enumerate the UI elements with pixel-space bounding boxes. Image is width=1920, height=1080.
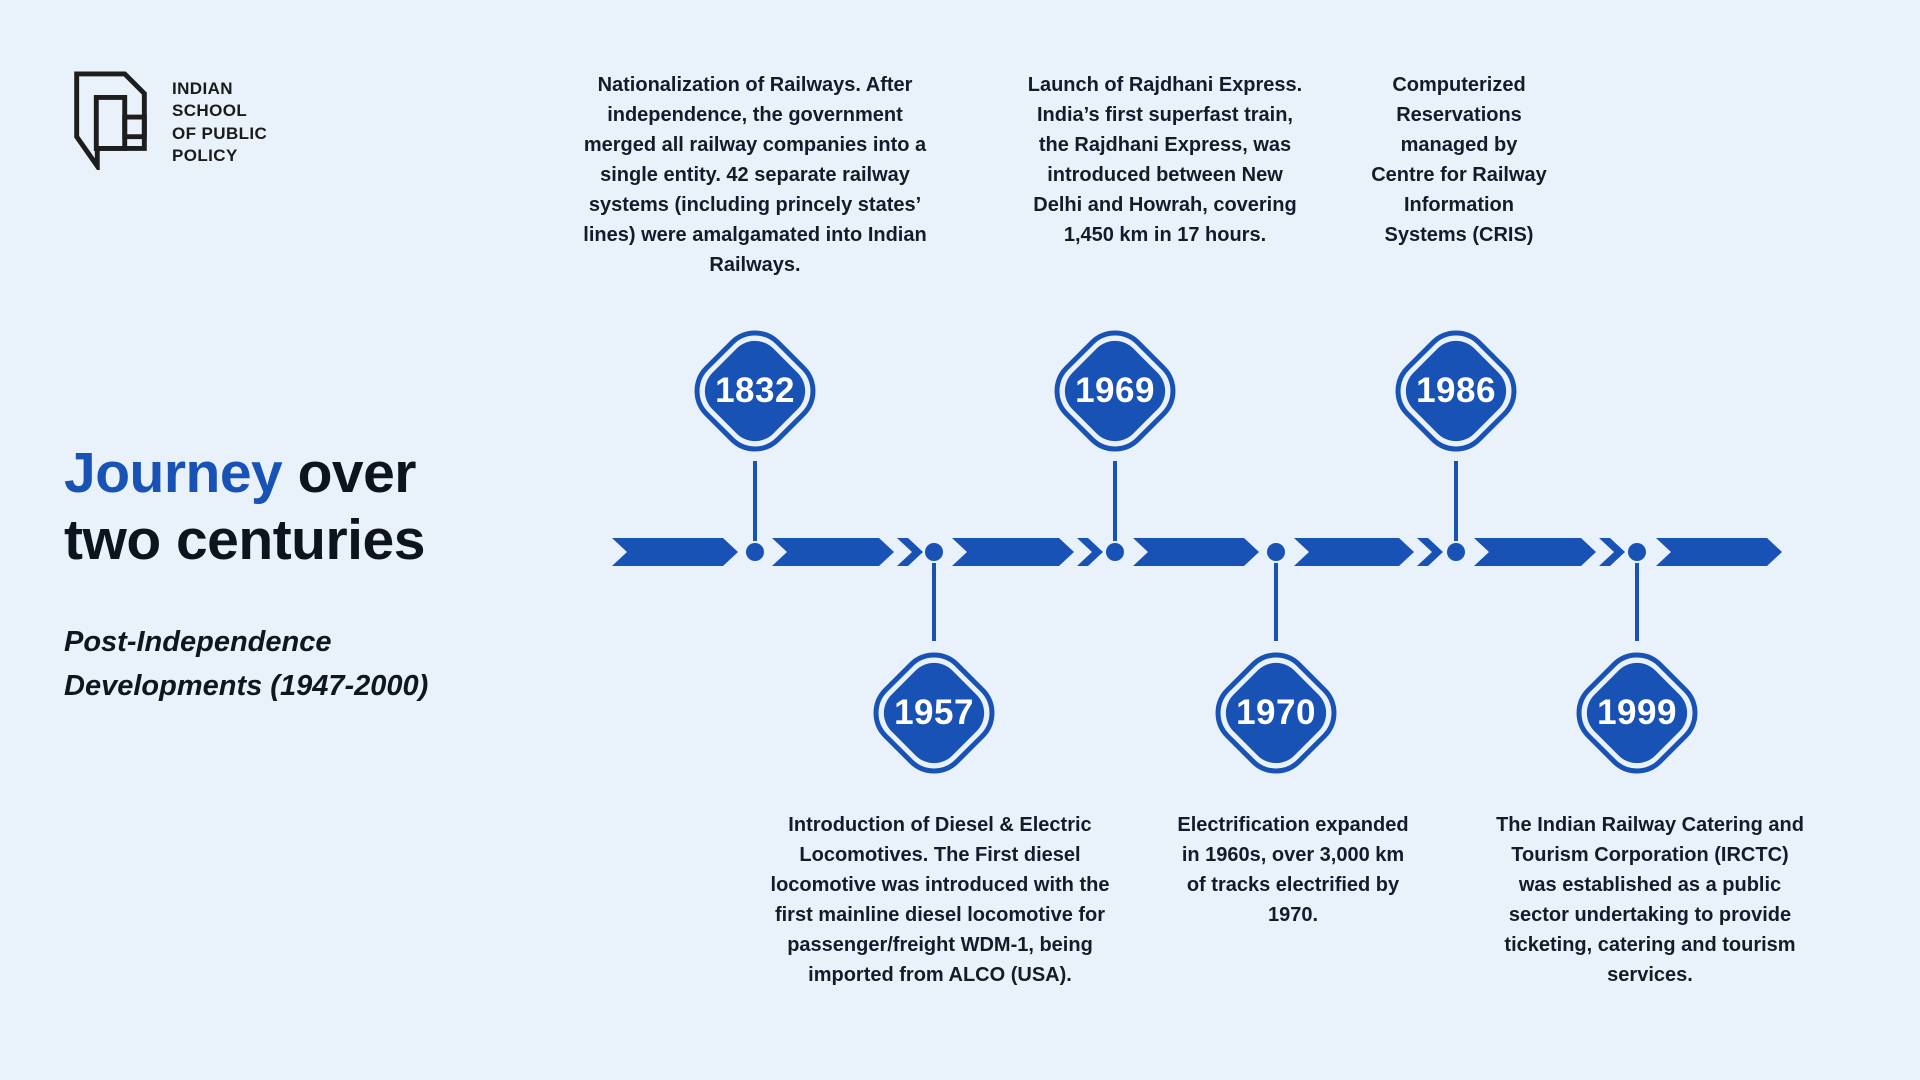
logo-line: POLICY: [172, 146, 238, 166]
milestone-marker: [1376, 311, 1536, 471]
ispp-logo: [72, 70, 267, 170]
milestone-marker: [1196, 633, 1356, 793]
timeline-segment: [1656, 538, 1782, 566]
ispp-logo-mark-icon: [72, 70, 150, 170]
chevron-right-icon: [1417, 538, 1443, 566]
timeline-dot: [925, 543, 943, 561]
timeline-segment: [1133, 538, 1259, 566]
timeline-segment: [1474, 538, 1596, 566]
milestone-marker: [1557, 633, 1717, 793]
milestone-description: Introduction of Diesel & Electric Locomotives. The First diesel locomotive was introduced with the first mainline diesel locomotive for passenger/freight WDM-1, being imported from ALCO (USA).: [770, 814, 1110, 986]
milestone-stem: [1113, 461, 1117, 541]
milestone-stem: [753, 461, 757, 541]
timeline-segment: [772, 538, 894, 566]
timeline-dot: [1267, 543, 1285, 561]
subtitle-line1: Post-Independence: [64, 626, 332, 658]
title-line2: two centuries: [64, 507, 425, 572]
timeline-dot: [1447, 543, 1465, 561]
logo-line: OF PUBLIC: [172, 123, 268, 143]
page-title: [64, 440, 425, 573]
milestone-stem: [1274, 563, 1278, 641]
subtitle-line2: Developments (1947-2000): [64, 670, 429, 703]
milestone-year: 1970: [1236, 693, 1316, 732]
chevron-right-icon: [1077, 538, 1103, 566]
milestone-marker: [1035, 311, 1195, 471]
timeline-segment: [612, 538, 738, 566]
milestone-year: 1986: [1416, 371, 1496, 410]
milestone-stem: [1635, 563, 1639, 641]
timeline-dot: [746, 543, 764, 561]
milestone-description: Computerized Reservations managed by Centre for Railway Information Systems (CRIS): [1371, 74, 1547, 246]
milestone-marker: [675, 311, 835, 471]
milestone-description: Nationalization of Railways. After independence, the government merged all railway companies into a single entity. 42 separate railway systems (including princely states’ lines) were amalgamated into Indian Railways.: [583, 74, 927, 276]
milestone-description: Launch of Rajdhani Express. India’s first superfast train, the Rajdhani Express, was introduced between New Delhi and Howrah, covering 1,450 km in 17 hours.: [1027, 74, 1303, 246]
logo-line: SCHOOL: [172, 101, 248, 121]
logo-line: INDIAN: [172, 79, 233, 98]
timeline-dot: [1106, 543, 1124, 561]
title-highlight: Journey: [64, 441, 283, 505]
title-rest: over: [282, 441, 416, 505]
milestone-description: Electrification expanded in 1960s, over 3,000 km of tracks electrified by 1970.: [1177, 814, 1409, 926]
chevron-right-icon: [1599, 538, 1625, 566]
milestone-year: 1832: [715, 371, 795, 410]
milestone-marker: [854, 633, 1014, 793]
page-subtitle: [64, 620, 428, 708]
ispp-logo-text: [172, 70, 267, 170]
timeline-segment: [952, 538, 1074, 566]
chevron-right-icon: [897, 538, 923, 566]
milestone-stem: [1454, 461, 1458, 541]
timeline-segment: [1294, 538, 1414, 566]
milestone-year: 1969: [1075, 371, 1155, 410]
timeline-dot: [1628, 543, 1646, 561]
milestone-year: 1957: [894, 693, 974, 732]
milestone-year: 1999: [1597, 693, 1677, 732]
milestone-description: The Indian Railway Catering and Tourism Corporation (IRCTC) was established as a public sector undertaking to provide ticketing, catering and tourism services.: [1496, 814, 1804, 986]
milestone-stem: [932, 563, 936, 641]
